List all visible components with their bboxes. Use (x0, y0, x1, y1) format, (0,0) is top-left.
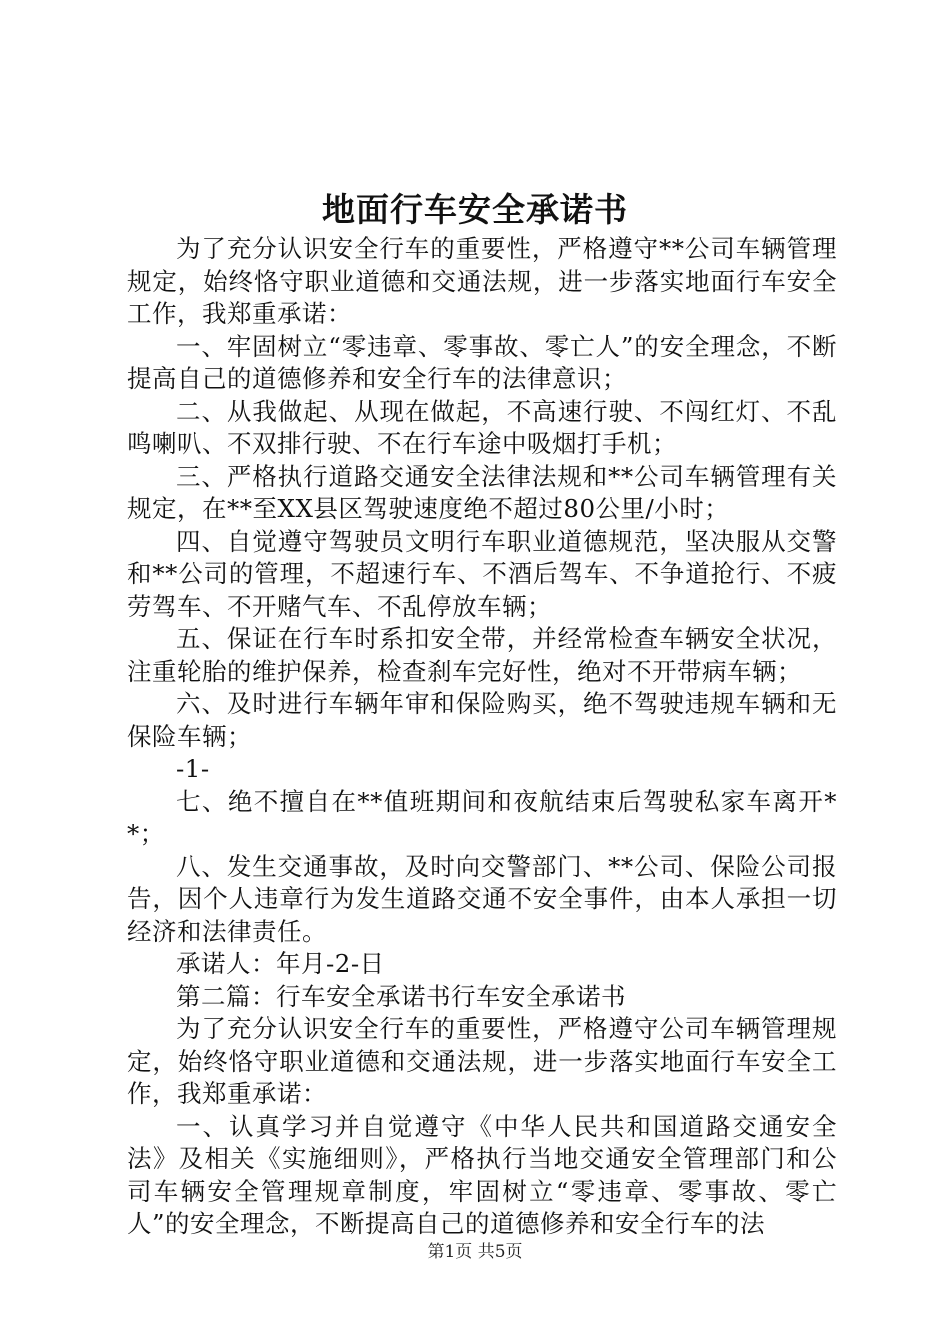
second-intro-paragraph: 为了充分认识安全行车的重要性，严格遵守公司车辆管理规定，始终恪守职业道德和交通法规，进一步落实地面行车安全工作，我郑重承诺： (127, 1014, 837, 1108)
commitment-item-4: 四、自觉遵守驾驶员文明行车职业道德规范，坚决服从交警和**公司的管理，不超速行车、不酒后驾车、不争道抢行、不疲劳驾车、不开赌气车、不乱停放车辆； (127, 526, 837, 621)
commitment-item-7: 七、绝不擅自在**值班期间和夜航结束后驾驶私家车离开**； (127, 786, 837, 848)
commitment-item-8: 八、发生交通事故，及时向交警部门、**公司、保险公司报告，因个人违章行为发生道路交通不安全事件，由本人承担一切经济和法律责任。 (127, 851, 837, 946)
commitment-item-5: 五、保证在行车时系扣安全带，并经常检查车辆安全状况，注重轮胎的维护保养，检查刹车完好性，绝对不开带病车辆； (127, 624, 837, 686)
document-body (127, 233, 837, 1241)
signature-line: 承诺人：年月-2-日 (176, 949, 385, 978)
section-heading: 第二篇：行车安全承诺书行车安全承诺书 (176, 981, 626, 1011)
commitment-item-2: 二、从我做起、从现在做起，不高速行驶、不闯红灯、不乱鸣喇叭、不双排行驶、不在行车途中吸烟打手机； (127, 396, 837, 458)
inline-page-marker: -1- (176, 754, 210, 783)
commitment-item-3: 三、严格执行道路交通安全法律法规和**公司车辆管理有关规定，在**至XX县区驾驶速度绝不超过80公里/小时； (127, 461, 837, 523)
document-title: 地面行车安全承诺书 (322, 190, 628, 229)
page-footer: 第1页 共5页 (427, 1242, 523, 1262)
commitment-item-6: 六、及时进行车辆年审和保险购买，绝不驾驶违规车辆和无保险车辆； (127, 689, 837, 751)
commitment-item-1: 一、牢固树立“零违章、零事故、零亡人”的安全理念，不断提高自己的道德修养和安全行车的法律意识； (127, 331, 837, 393)
intro-paragraph: 为了充分认识安全行车的重要性，严格遵守**公司车辆管理规定，始终恪守职业道德和交通法规，进一步落实地面行车安全工作，我郑重承诺： (127, 234, 837, 328)
second-commitment-item-1: 一、认真学习并自觉遵守《中华人民共和国道路交通安全法》及相关《实施细则》，严格执行当地交通安全管理部门和公司车辆安全管理规章制度，牢固树立“零违章、零事故、零亡人”的安全理念，不断提高自己的道德修养和安全行车的法 (127, 1111, 837, 1238)
